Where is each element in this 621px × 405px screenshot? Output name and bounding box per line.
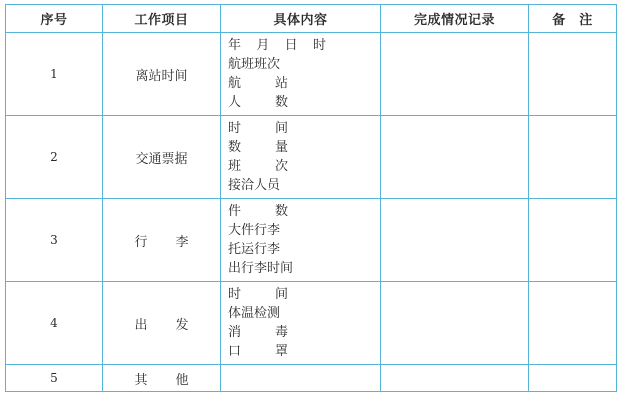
content-line	[228, 202, 288, 221]
content-char: 班	[228, 159, 242, 174]
work-item-char: 其	[134, 372, 148, 388]
content-line: 接洽人员	[228, 178, 281, 193]
work-item-label: 交通票据	[135, 151, 188, 167]
header-work-item: 工作项目	[103, 5, 221, 33]
content-cell	[221, 116, 381, 199]
work-item-label: 离站时间	[135, 68, 188, 84]
content-line	[228, 74, 288, 93]
row-number: 1	[6, 33, 103, 116]
row-number: 2	[6, 116, 103, 199]
content-line	[228, 138, 288, 157]
content-char: 数	[228, 140, 242, 155]
content-char: 间	[274, 287, 288, 302]
header-content: 具体内容	[221, 5, 381, 33]
content-char: 间	[274, 121, 288, 136]
content-char: 日	[284, 38, 298, 53]
work-item-cell	[103, 33, 221, 116]
work-item-cell	[103, 365, 221, 392]
table-row	[6, 33, 617, 116]
content-char: 数	[274, 95, 288, 110]
content-cell	[221, 365, 381, 392]
content-line	[228, 93, 288, 112]
table-row	[6, 282, 617, 365]
content-char: 数	[274, 204, 288, 219]
table-header-row	[6, 5, 617, 33]
work-item-char: 李	[175, 234, 189, 250]
row-number: 5	[6, 365, 103, 392]
header-remark: 备 注	[529, 5, 617, 33]
departure-record-table	[5, 4, 617, 392]
work-item-label	[135, 231, 189, 250]
work-item-char: 出	[134, 317, 148, 333]
record-cell[interactable]	[381, 199, 529, 282]
content-line: 大件行李	[228, 223, 281, 238]
content-char: 件	[228, 204, 242, 219]
record-cell[interactable]	[381, 33, 529, 116]
content-line: 航班班次	[228, 57, 281, 72]
content-line	[228, 342, 288, 361]
content-char: 毒	[274, 325, 288, 340]
remark-cell[interactable]	[529, 199, 617, 282]
content-char: 时	[228, 121, 242, 136]
content-char: 年	[228, 38, 242, 53]
content-cell	[221, 33, 381, 116]
table-row	[6, 116, 617, 199]
record-cell[interactable]	[381, 282, 529, 365]
content-line	[228, 157, 288, 176]
table-row	[6, 365, 617, 392]
work-item-cell	[103, 282, 221, 365]
content-char: 站	[274, 76, 288, 91]
content-char: 时	[228, 287, 242, 302]
row-number: 3	[6, 199, 103, 282]
content-char: 口	[228, 344, 242, 359]
work-item-cell	[103, 116, 221, 199]
content-char: 时	[312, 38, 326, 53]
content-char: 量	[274, 140, 288, 155]
content-char: 月	[256, 38, 270, 53]
work-item-cell	[103, 199, 221, 282]
content-char: 航	[228, 76, 242, 91]
header-record: 完成情况记录	[381, 5, 529, 33]
work-item-char: 行	[134, 234, 148, 250]
content-char: 次	[274, 159, 288, 174]
remark-cell[interactable]	[529, 365, 617, 392]
record-cell[interactable]	[381, 365, 529, 392]
content-line	[228, 36, 326, 55]
work-item-char: 他	[175, 372, 189, 388]
content-cell	[221, 282, 381, 365]
table-row	[6, 199, 617, 282]
remark-cell[interactable]	[529, 282, 617, 365]
content-line: 出行李时间	[228, 261, 294, 276]
work-item-label	[135, 369, 189, 388]
work-item-label	[135, 314, 189, 333]
remark-cell[interactable]	[529, 33, 617, 116]
content-char: 罩	[274, 344, 288, 359]
record-cell[interactable]	[381, 116, 529, 199]
content-line: 托运行李	[228, 242, 281, 257]
table-body	[6, 33, 617, 392]
content-cell	[221, 199, 381, 282]
row-number: 4	[6, 282, 103, 365]
content-line	[228, 119, 288, 138]
content-line: 体温检测	[228, 306, 281, 321]
remark-cell[interactable]	[529, 116, 617, 199]
content-line	[228, 285, 288, 304]
work-item-char: 发	[175, 317, 189, 333]
content-line	[228, 323, 288, 342]
header-num: 序号	[6, 5, 103, 33]
content-char: 消	[228, 325, 242, 340]
content-char: 人	[228, 95, 242, 110]
